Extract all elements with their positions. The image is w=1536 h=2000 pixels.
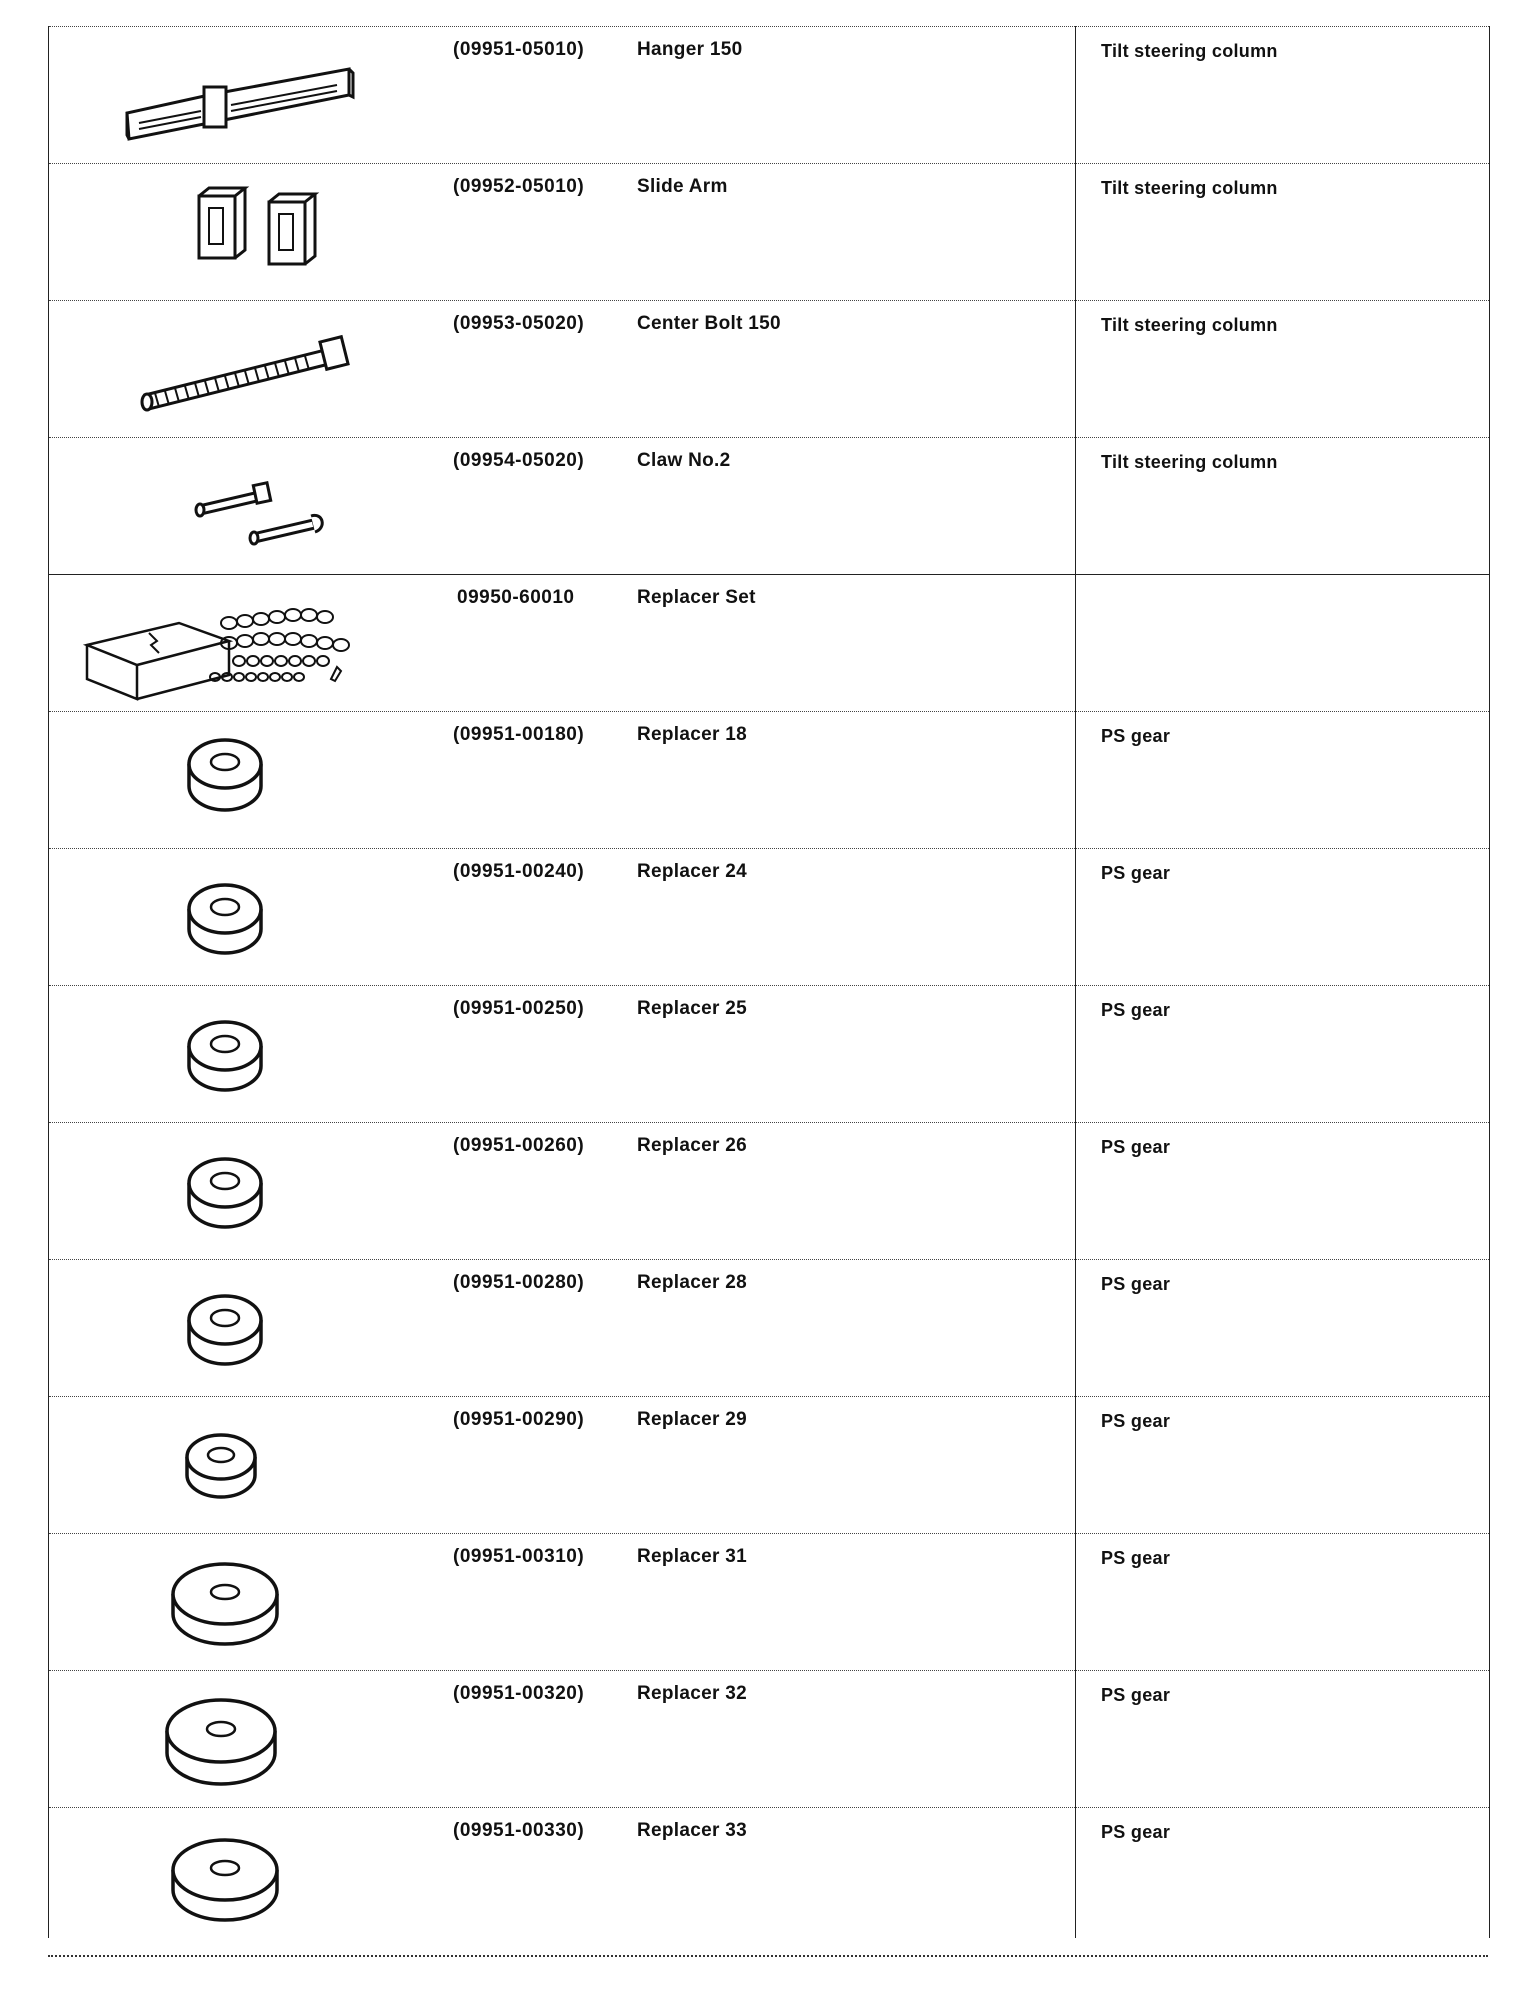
part-use: PS gear <box>1101 726 1171 746</box>
claw-icon <box>79 446 379 566</box>
part-use: Tilt steering column <box>1101 41 1278 61</box>
part-number: (09953-05020) <box>453 313 585 334</box>
table-row <box>49 1122 1489 1260</box>
sst-table <box>48 26 1490 1938</box>
part-name: Replacer 33 <box>637 1820 747 1841</box>
part-use: PS gear <box>1101 1274 1171 1294</box>
hanger-icon <box>79 35 379 155</box>
table-row <box>49 1807 1489 1945</box>
table-row <box>49 1396 1489 1534</box>
replacer-ring-icon <box>79 1405 379 1525</box>
slide-arm-icon <box>79 172 379 292</box>
part-name: Replacer 32 <box>637 1683 747 1704</box>
table-row <box>49 437 1489 575</box>
replacer-ring-large-icon <box>79 1816 379 1936</box>
replacer-ring-icon <box>79 720 379 840</box>
replacer-ring-large-icon <box>79 1679 379 1799</box>
replacer-ring-icon <box>79 1131 379 1251</box>
part-number: (09951-00260) <box>453 1135 585 1156</box>
part-number: (09951-00250) <box>453 998 585 1019</box>
part-name: Replacer Set <box>637 587 756 608</box>
part-use: PS gear <box>1101 1411 1171 1431</box>
table-row <box>49 848 1489 986</box>
part-name: Replacer 18 <box>637 724 747 745</box>
part-number: (09951-00280) <box>453 1272 585 1293</box>
table-row <box>49 1533 1489 1671</box>
part-number: (09951-05010) <box>453 39 585 60</box>
table-row <box>49 163 1489 301</box>
part-use: PS gear <box>1101 1685 1171 1705</box>
part-use: Tilt steering column <box>1101 315 1278 335</box>
part-name: Replacer 24 <box>637 861 747 882</box>
replacer-set-icon <box>79 583 379 703</box>
table-row <box>49 1670 1489 1808</box>
table-row <box>49 300 1489 438</box>
part-use: PS gear <box>1101 1548 1171 1568</box>
part-number: (09951-00290) <box>453 1409 585 1430</box>
part-use: PS gear <box>1101 1137 1171 1157</box>
table-row <box>49 711 1489 849</box>
part-name: Replacer 25 <box>637 998 747 1019</box>
table-row <box>49 574 1489 712</box>
part-use: PS gear <box>1101 1000 1171 1020</box>
part-number: (09951-00180) <box>453 724 585 745</box>
part-number: (09954-05020) <box>453 450 585 471</box>
part-number: (09951-00320) <box>453 1683 585 1704</box>
table-row <box>49 26 1489 164</box>
part-use: Tilt steering column <box>1101 178 1278 198</box>
table-row <box>49 1259 1489 1397</box>
part-number: (09951-00310) <box>453 1546 585 1567</box>
part-name: Slide Arm <box>637 176 728 197</box>
part-number: (09951-00330) <box>453 1820 585 1841</box>
part-number: 09950-60010 <box>457 587 575 608</box>
part-name: Replacer 31 <box>637 1546 747 1567</box>
part-name: Hanger 150 <box>637 39 743 60</box>
part-use: PS gear <box>1101 1822 1171 1842</box>
bottom-rule <box>48 1955 1488 1957</box>
part-name: Claw No.2 <box>637 450 731 471</box>
part-use: Tilt steering column <box>1101 452 1278 472</box>
part-number: (09951-00240) <box>453 861 585 882</box>
part-number: (09952-05010) <box>453 176 585 197</box>
part-use: PS gear <box>1101 863 1171 883</box>
table-row <box>49 985 1489 1123</box>
replacer-ring-icon <box>79 1268 379 1388</box>
part-name: Replacer 29 <box>637 1409 747 1430</box>
replacer-ring-large-icon <box>79 1542 379 1662</box>
part-name: Replacer 28 <box>637 1272 747 1293</box>
center-bolt-icon <box>79 309 379 429</box>
replacer-ring-icon <box>79 857 379 977</box>
part-name: Replacer 26 <box>637 1135 747 1156</box>
replacer-ring-icon <box>79 994 379 1114</box>
part-name: Center Bolt 150 <box>637 313 781 334</box>
